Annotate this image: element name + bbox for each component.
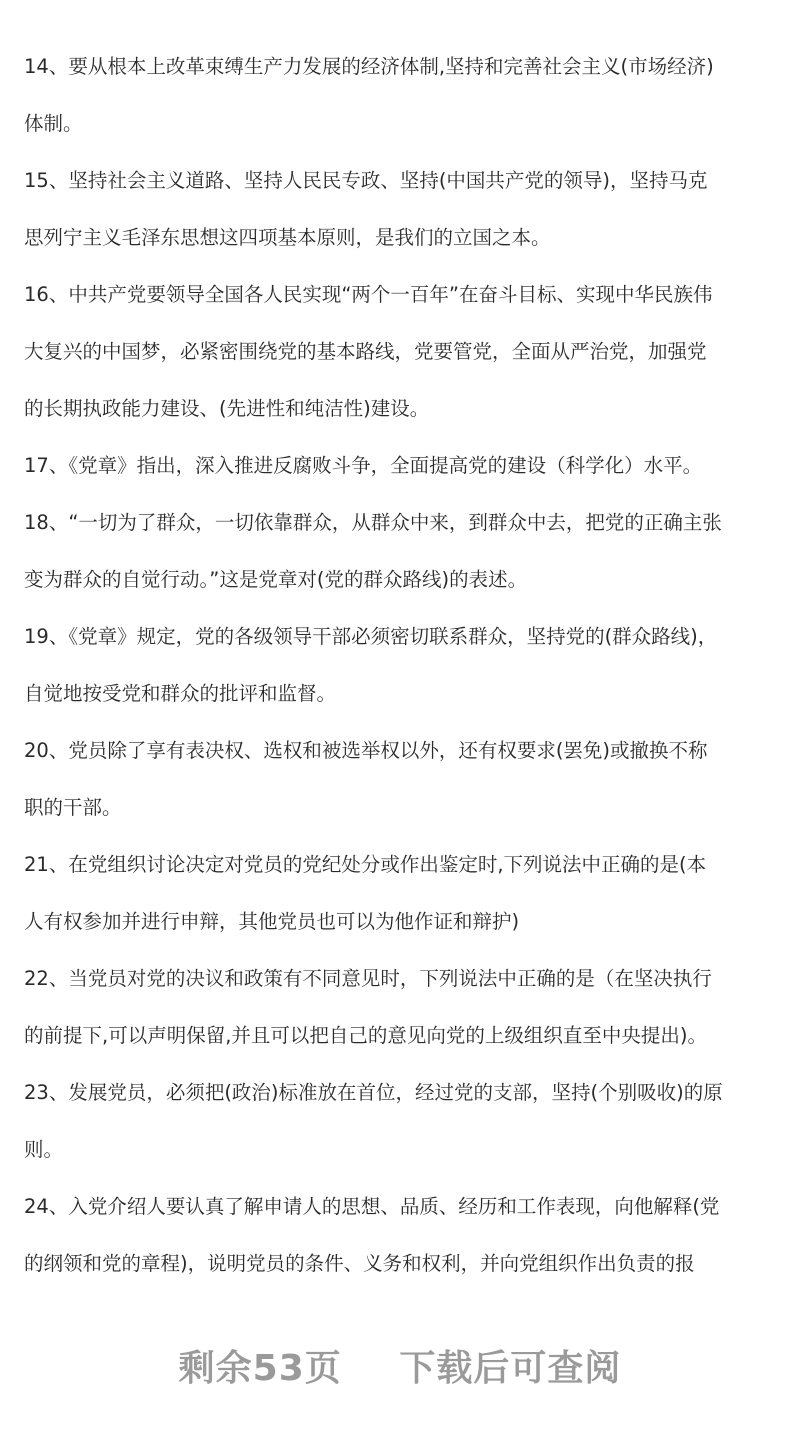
text-line: 24、入党介绍人要认真了解申请人的思想、品质、经历和工作表现，向他解释(党 <box>24 1195 720 1218</box>
paragraph <box>24 266 784 437</box>
text-line: 则。 <box>24 1138 64 1161</box>
text-line: 的长期执政能力建设、(先进性和纯洁性)建设。 <box>24 397 430 420</box>
text-line: 的前提下,可以声明保留,并且可以把自己的意见向党的上级组织直至中央提出)。 <box>24 1024 708 1047</box>
text-line: 变为群众的自觉行动。”这是党章对(党的群众路线)的表述。 <box>24 568 528 591</box>
text-line: 21、在党组织讨论决定对党员的党纪处分或作出鉴定时,下列说法中正确的是(本 <box>24 853 707 876</box>
document-body <box>24 38 784 1292</box>
download-banner[interactable] <box>0 1340 800 1391</box>
paragraph <box>24 494 784 608</box>
text-line: 人有权参加并进行申辩，其他党员也可以为他作证和辩护) <box>24 910 520 933</box>
text-line: 的纲领和党的章程)，说明党员的条件、义务和权利，并向党组织作出负责的报 <box>24 1252 695 1275</box>
download-prompt-text[interactable]: 下载后可查阅 <box>399 1348 622 1389</box>
text-line: 17、《党章》指出，深入推进反腐败斗争，全面提高党的建设（科学化）水平。 <box>24 454 703 477</box>
text-line: 20、党员除了享有表决权、选权和被选举权以外，还有权要求(罢免)或撤换不称 <box>24 739 708 762</box>
text-line: 15、坚持社会主义道路、坚持人民民专政、坚持(中国共产党的领导)，坚持马克 <box>24 169 708 192</box>
paragraph <box>24 608 784 722</box>
paragraph <box>24 950 784 1064</box>
text-line: 思列宁主义毛泽东思想这四项基本原则，是我们的立国之本。 <box>24 226 551 249</box>
paragraph <box>24 1178 784 1292</box>
text-line: 大复兴的中国梦，必紧密围绕党的基本路线，党要管党，全面从严治党，加强党 <box>24 340 707 363</box>
paragraph <box>24 836 784 950</box>
paragraph <box>24 1064 784 1178</box>
remaining-pages-text: 剩余53页 <box>178 1348 342 1389</box>
text-line: 22、当党员对党的决议和政策有不同意见时，下列说法中正确的是（在坚决执行 <box>24 967 712 990</box>
paragraph <box>24 722 784 836</box>
text-line: 14、要从根本上改革束缚生产力发展的经济体制,坚持和完善社会主义(市场经济) <box>24 55 714 78</box>
text-line: 23、发展党员，必须把(政治)标准放在首位，经过党的支部，坚持(个别吸收)的原 <box>24 1081 723 1104</box>
text-line: 18、“一切为了群众，一切依靠群众，从群众中来，到群众中去，把党的正确主张 <box>24 511 722 534</box>
text-line: 自觉地按受党和群众的批评和监督。 <box>24 682 337 705</box>
text-line: 体制。 <box>24 112 83 135</box>
text-line: 19、《党章》规定，党的各级领导干部必须密切联系群众，坚持党的(群众路线)， <box>24 625 718 648</box>
paragraph <box>24 437 784 494</box>
text-line: 职的干部。 <box>24 796 122 819</box>
paragraph <box>24 152 784 266</box>
text-line: 16、中共产党要领导全国各人民实现“两个一百年”在奋斗目标、实现中华民族伟 <box>24 283 713 306</box>
paragraph <box>24 38 784 152</box>
